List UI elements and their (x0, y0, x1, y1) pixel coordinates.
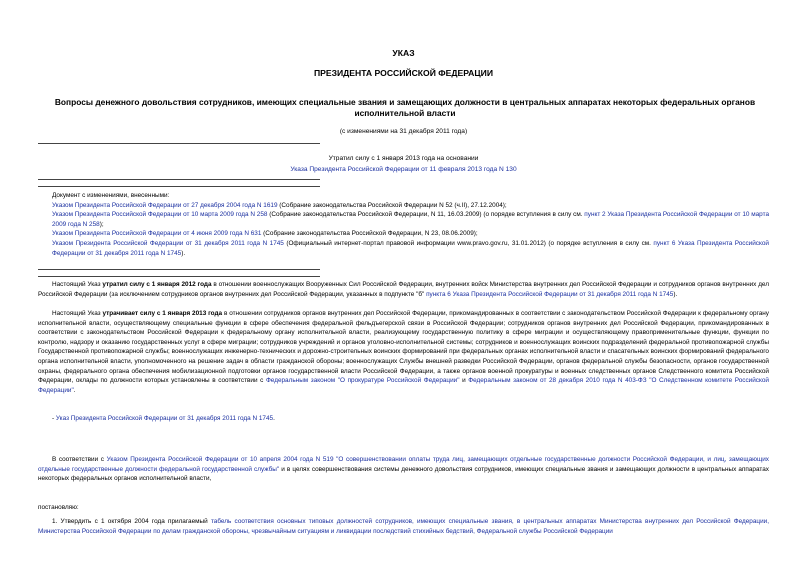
divider (38, 143, 320, 144)
amendment-link[interactable]: пункт 2 Указа Президента Российской Федерации от 10 марта 2009 года N 258 (52, 211, 769, 228)
amendment-link[interactable]: Указом Президента Российской Федерации от 4 июня 2009 года N 631 (52, 230, 262, 238)
issuer-heading: ПРЕЗИДЕНТА РОССИЙСКОЙ ФЕДЕРАЦИИ (313, 68, 494, 78)
amendment-link[interactable]: пункт 6 Указа Президента Российской Федерации от 31 декабря 2011 года N 1745 (52, 239, 769, 257)
paragraph-resolve: постановляю: (38, 504, 79, 511)
law-link-investigative-committee[interactable]: Федеральным законом от 28 декабря 2010 года N 403-ФЗ "О Следственном комитете Российской Федерации" (38, 377, 769, 394)
paragraph-lost-2012: Настоящий Указ утратил силу с 1 января 2012 года в отношении военнослужащих Вооруженных Сил Российской Федерации, внутренних войск Министерства внутренних дел Российской Федерации и сотрудников органов внутренних дел Российской Федерации (за исключением сотрудников органов внутренних дел Российской Федерации, указанных в подпункте "б" пункта 6 Указа Президента Российской Федерации от 31 декабря 2011 года N 1745). (38, 281, 769, 298)
law-link-prosecution[interactable]: Федеральным законом "О прокуратуре Российской Федерации" (265, 377, 460, 385)
lost-force-text: Утратил силу с 1 января 2013 года на основании (328, 155, 479, 162)
amendment-link[interactable]: Указом Президента Российской Федерации от 27 декабря 2004 года N 1619 (52, 201, 278, 209)
paragraph-basis: В соответствии с Указом Президента Российской Федерации от 10 апреля 2004 года N 519 "О совершенствовании оплаты труда лиц, замещающих отдельные государственные должности Российской Федерации, и лиц, замещающих отдельные государственные должности федеральной государственной службы" и в целях совершенствования системы денежного довольствия сотрудников, имеющих специальные звания и замещающих должности в центральных аппаратах некоторых федеральных органов исполнительной власти, (38, 456, 769, 483)
amendment-item: Указом Президента Российской Федерации от 31 декабря 2011 года N 1745 (Официальный интернет-портал правовой информации www.pravo.gov.ru, 31.01.2012) (о порядке вступления в силу см. пункт 6 Указа Президента Российской Федерации от 31 декабря 2011 года N 1745). (52, 239, 769, 257)
amendment-item: Указом Президента Российской Федерации от 10 марта 2009 года N 258 (Собрание законодательства Российской Федерации, N 11, 16.03.2009) (о порядке вступления в силу см. пункт 2 Указа Президента Российской Федерации от 10 марта 2009 года N 258); (52, 211, 769, 228)
divider (38, 179, 320, 180)
amendments-block (38, 191, 769, 258)
amendment-item: Указом Президента Российской Федерации от 27 декабря 2004 года N 1619 (Собрание законодательства Российской Федерации N 52 (ч.II), 27.12.2004); (52, 201, 507, 209)
decree-link[interactable]: Указ Президента Российской Федерации от 31 декабря 2011 года N 1745 (55, 415, 274, 422)
amendment-link[interactable]: Указом Президента Российской Федерации от 31 декабря 2011 года N 1745 (52, 239, 284, 247)
decree-link[interactable]: Указом Президента Российской Федерации от 10 апреля 2004 года N 519 "О совершенствовании оплаты труда лиц, замещающих отдельные государственные должности Российской Федерации, и лиц, замещающих отдельные государственные должности федеральной государственной службы" (38, 456, 769, 473)
emphasis: утратил силу с 1 января 2012 года (102, 281, 212, 288)
divider (38, 269, 320, 270)
paragraph-reference: - Указ Президента Российской Федерации от 31 декабря 2011 года N 1745. (52, 415, 275, 422)
amendments-intro: Документ с изменениями, внесенными: (52, 192, 170, 199)
table-link[interactable]: табель соответствия основных типовых должностей сотрудников, имеющих специальные звания, в центральных аппаратах Министерства внутренних дел Российской Федерации, Министерства Российской Федерации по делам гражданской обороны, чрезвычайным ситуациям и ликвидации последствий стихийных бедствий, Федеральной службы Российской Федерации (38, 518, 769, 535)
divider (38, 276, 320, 277)
amendment-item: Указом Президента Российской Федерации от 4 июня 2009 года N 631 (Собрание законодательства Российской Федерации, N 23, 08.06.2009); (52, 230, 478, 238)
document-title: Вопросы денежного довольствия сотрудников, имеющих специальные звания и замещающих должности в центральных аппаратах некоторых федеральных органов исполнительной власти (54, 97, 756, 118)
decree-link[interactable]: пункта 6 Указа Президента Российской Федерации от 31 декабря 2011 года N 1745 (426, 290, 674, 298)
paragraph-lost-2013: Настоящий Указ утрачивает силу с 1 января 2013 года в отношении сотрудников органов внутренних дел Российской Федерации, прикомандированных в соответствии с законодательством Российской Федерации к федеральному органу исполнительной власти, осуществляющему специальные функции в сфере обеспечения федеральной фельдъегерской связи в Российской Федерации; сотрудников органов внутренних дел Российской Федерации, прикомандированных в соответствии с законодательством Российской Федерации к федеральному органу исполнительной власти, реализующему государственную политику в сфере миграции и осуществляющему правоприменительные функции, функции по контролю, надзору и оказанию государственных услуг в сфере миграции; сотрудников учреждений и органов уголовно-исполнительной системы; сотрудников и военнослужащих воинских подразделений федеральной противопожарной службы Государственной противопожарной службы; военнослужащих инженерно-технических и дорожно-строительных воинских формирований при федеральных органах исполнительной власти и спасательных воинских формирований федерального органа исполнительной власти, уполномоченного на решение задач в области гражданской обороны; военнослужащих Службы внешней разведки Российской Федерации, органов федеральной службы безопасности, органов государственной охраны, федерального органа обеспечения мобилизационной подготовки органов государственной власти Российской Федерации, а также органов военной прокуратуры и военных следственных органов Следственного комитета Российской Федерации, оклады по должности которых установлены в соответствии с Федеральным законом "О прокуратуре Российской Федерации" и Федеральным законом от 28 декабря 2010 года N 403-ФЗ "О Следственном комитете Российской Федерации". (38, 310, 769, 394)
decree-heading: УКАЗ (392, 48, 415, 58)
divider (38, 186, 320, 187)
amendment-link[interactable]: Указом Президента Российской Федерации от 10 марта 2009 года N 258 (52, 211, 268, 219)
changes-note: (с изменениями на 31 декабря 2011 года) (339, 128, 468, 135)
paragraph-item-1: 1. Утвердить с 1 октября 2004 года прилагаемый табель соответствия основных типовых должностей сотрудников, имеющих специальные звания, в центральных аппаратах Министерства внутренних дел Российской Федерации, Министерства Российской Федерации по делам гражданской обороны, чрезвычайным ситуациям и ликвидации последствий стихийных бедствий, Федеральной службы Российской Федерации (38, 518, 769, 535)
emphasis: утрачивает силу с 1 января 2013 года (102, 310, 223, 317)
lost-force-link[interactable]: Указа Президента Российской Федерации от 11 февраля 2013 года N 130 (290, 166, 517, 173)
